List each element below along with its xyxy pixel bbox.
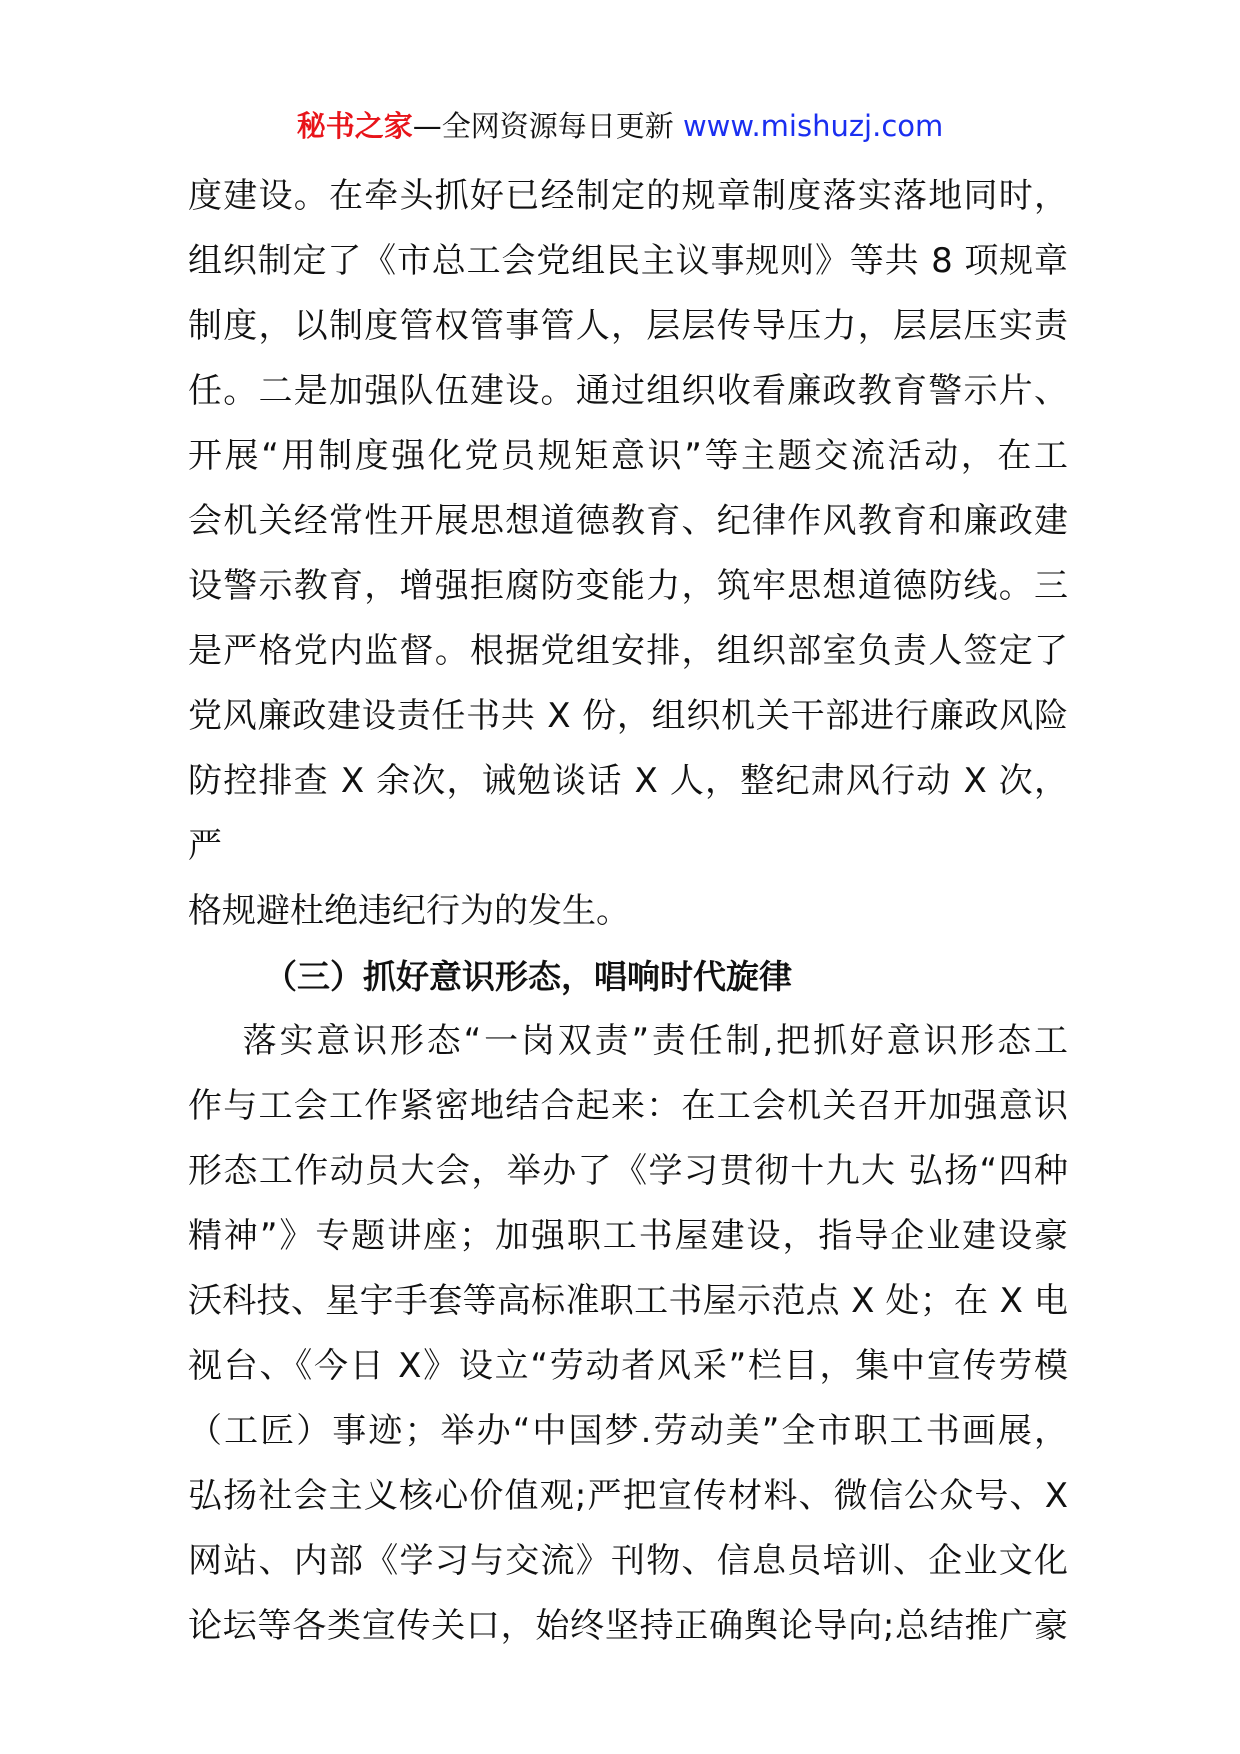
section-heading: （三）抓好意识形态，唱响时代旋律 [264, 957, 792, 996]
site-url-link[interactable]: www.mishuzj.com [682, 109, 944, 143]
text-line: 设警示教育，增强拒腐防变能力，筑牢思想道德防线。三 [188, 566, 1068, 606]
text-line: 精神”》专题讲座；加强职工书屋建设，指导企业建设豪 [188, 1216, 1068, 1256]
site-header [0, 104, 1240, 148]
text-line: 组织制定了《市总工会党组民主议事规则》等共 8 项规章 [188, 241, 1068, 281]
text-line: 沃科技、星宇手套等高标准职工书屋示范点 X 处；在 X 电 [188, 1281, 1068, 1321]
site-brand: 秘书之家 [296, 109, 413, 143]
text-line: 防控排查 X 余次，诫勉谈话 X 人，整纪肃风行动 X 次，严 [188, 761, 1068, 866]
document-body [188, 164, 1068, 1659]
text-line: 任。二是加强队伍建设。通过组织收看廉政教育警示片、 [188, 371, 1068, 411]
text-line: 网站、内部《学习与交流》刊物、信息员培训、企业文化 [188, 1541, 1068, 1581]
text-line: 格规避杜绝违纪行为的发生。 [188, 891, 630, 931]
text-line: （工匠）事迹；举办“中国梦.劳动美”全市职工书画展， [188, 1411, 1068, 1451]
text-line: 形态工作动员大会，举办了《学习贯彻十九大 弘扬“四种 [188, 1151, 1068, 1191]
text-line: 度建设。在牵头抓好已经制定的规章制度落实落地同时， [188, 176, 1068, 216]
text-line: 开展“用制度强化党员规矩意识”等主题交流活动，在工 [188, 436, 1068, 476]
text-line: 论坛等各类宣传关口，始终坚持正确舆论导向;总结推广豪 [188, 1606, 1068, 1646]
text-line: 落实意识形态“一岗双责”责任制,把抓好意识形态工 [188, 1021, 1068, 1061]
text-line: 会机关经常性开展思想道德教育、纪律作风教育和廉政建 [188, 501, 1068, 541]
text-line: 制度，以制度管权管事管人，层层传导压力，层层压实责 [188, 306, 1068, 346]
text-line: 党风廉政建设责任书共 X 份，组织机关干部进行廉政风险 [188, 696, 1068, 736]
site-tagline: —全网资源每日更新 [412, 109, 683, 143]
text-line: 弘扬社会主义核心价值观;严把宣传材料、微信公众号、X [188, 1476, 1068, 1516]
text-line: 视台、《今日 X》设立“劳动者风采”栏目，集中宣传劳模 [188, 1346, 1068, 1386]
text-line: 作与工会工作紧密地结合起来：在工会机关召开加强意识 [188, 1086, 1068, 1126]
text-line: 是严格党内监督。根据党组安排，组织部室负责人签定了 [188, 631, 1068, 671]
